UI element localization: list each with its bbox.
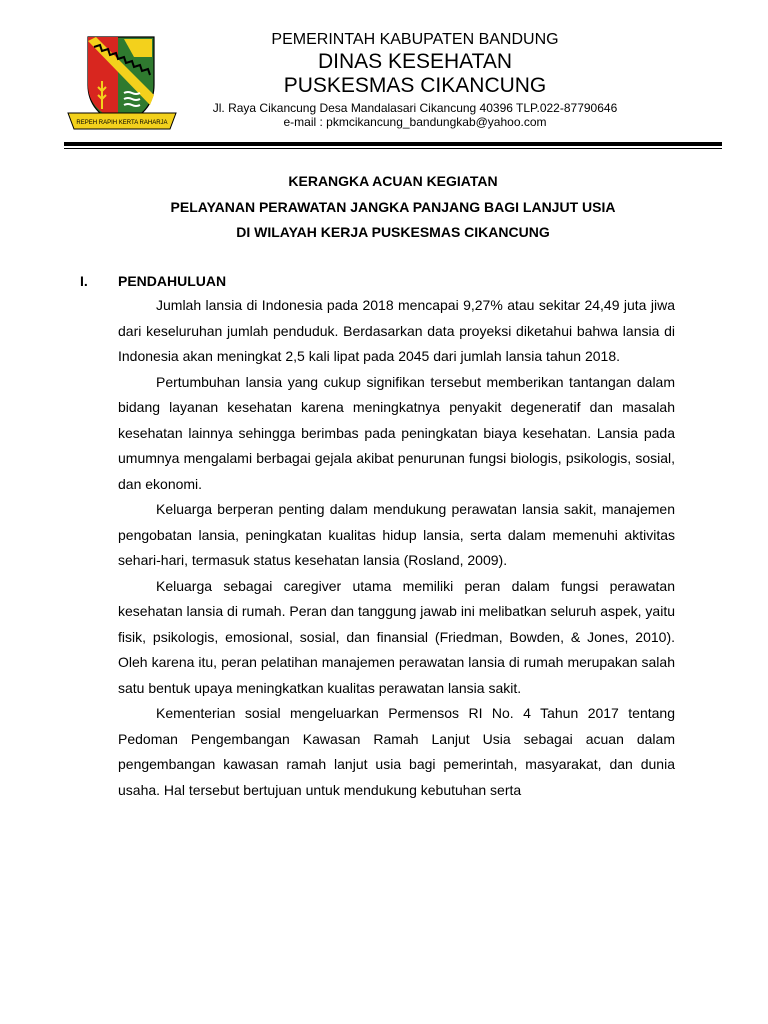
doc-title-line-2: PELAYANAN PERAWATAN JANGKA PANJANG BAGI LANJUT USIA bbox=[170, 199, 616, 215]
address-line: Jl. Raya Cikancung Desa Mandalasari Cikancung 40396 TLP.022-87790646 bbox=[212, 101, 618, 115]
header-divider-thin bbox=[64, 148, 722, 149]
paragraph: Keluarga sebagai caregiver utama memiliki peran dalam fungsi perawatan kesehatan lansia di rumah. Peran dan tanggung jawab ini melibatkan seluruh aspek, yaitu fisik, psikologis, emosional, sosial, dan finansial (Friedman, Bowden, & Jones, 2010). Oleh karena itu, peran pelatihan manajemen perawatan lansia di rumah merupakan salah satu bentuk upaya meningkatkan kualitas perawatan lansia sakit. bbox=[118, 577, 675, 696]
email-line: e-mail : pkmcikancung_bandungkab@yahoo.com bbox=[283, 115, 547, 129]
paragraph: Kementerian sosial mengeluarkan Permensos RI No. 4 Tahun 2017 tentang Pedoman Pengembangan Kawasan Ramah Lanjut Usia sebagai acuan dalam pengembangan kawasan ramah lanjut usia bagi pemerintah, masyarakat, dan dunia usaha. Hal tersebut bertujuan untuk mendukung kebutuhan serta bbox=[118, 705, 675, 798]
header-divider-thick bbox=[64, 142, 722, 146]
doc-title-line-1: KERANGKA ACUAN KEGIATAN bbox=[288, 173, 498, 189]
section-title: PENDAHULUAN bbox=[118, 273, 227, 289]
section-number: I. bbox=[80, 273, 88, 289]
paragraph: Pertumbuhan lansia yang cukup signifikan tersebut memberikan tantangan dalam bidang layanan kesehatan karena meningkatnya penyakit degeneratif dan masalah kesehatan lainnya sehingga berimbas pada peningkatan biaya kesehatan. Lansia pada umumnya mengalami berbagai gejala akibat penurunan fungsi biologis, psikologis, sosial, dan ekonomi. bbox=[118, 373, 675, 492]
section-body bbox=[118, 293, 675, 803]
letterhead bbox=[190, 30, 640, 129]
svg-text:REPEH RAPIH KERTA RAHARJA: REPEH RAPIH KERTA RAHARJA bbox=[76, 120, 168, 126]
kabupaten-bandung-logo bbox=[66, 33, 178, 133]
paragraph: Jumlah lansia di Indonesia pada 2018 mencapai 9,27% atau sekitar 24,49 juta jiwa dari keseluruhan jumlah penduduk. Berdasarkan data proyeksi diketahui bahwa lansia di Indonesia akan meningkat 2,5 kali lipat pada 2045 dari jumlah lansia tahun 2018. bbox=[118, 297, 675, 364]
government-name: PEMERINTAH KABUPATEN BANDUNG bbox=[271, 31, 559, 48]
paragraph: Keluarga berperan penting dalam mendukung perawatan lansia sakit, manajemen pengobatan lansia, peningkatan kualitas hidup lansia, serta dalam memenuhi aktivitas sehari-hari, termasuk status kesehatan lansia (Rosland, 2009). bbox=[118, 501, 675, 568]
department-name: DINAS KESEHATAN bbox=[317, 50, 513, 73]
puskesmas-name: PUSKESMAS CIKANCUNG bbox=[283, 74, 547, 97]
doc-title-line-3: DI WILAYAH KERJA PUSKESMAS CIKANCUNG bbox=[236, 224, 550, 240]
